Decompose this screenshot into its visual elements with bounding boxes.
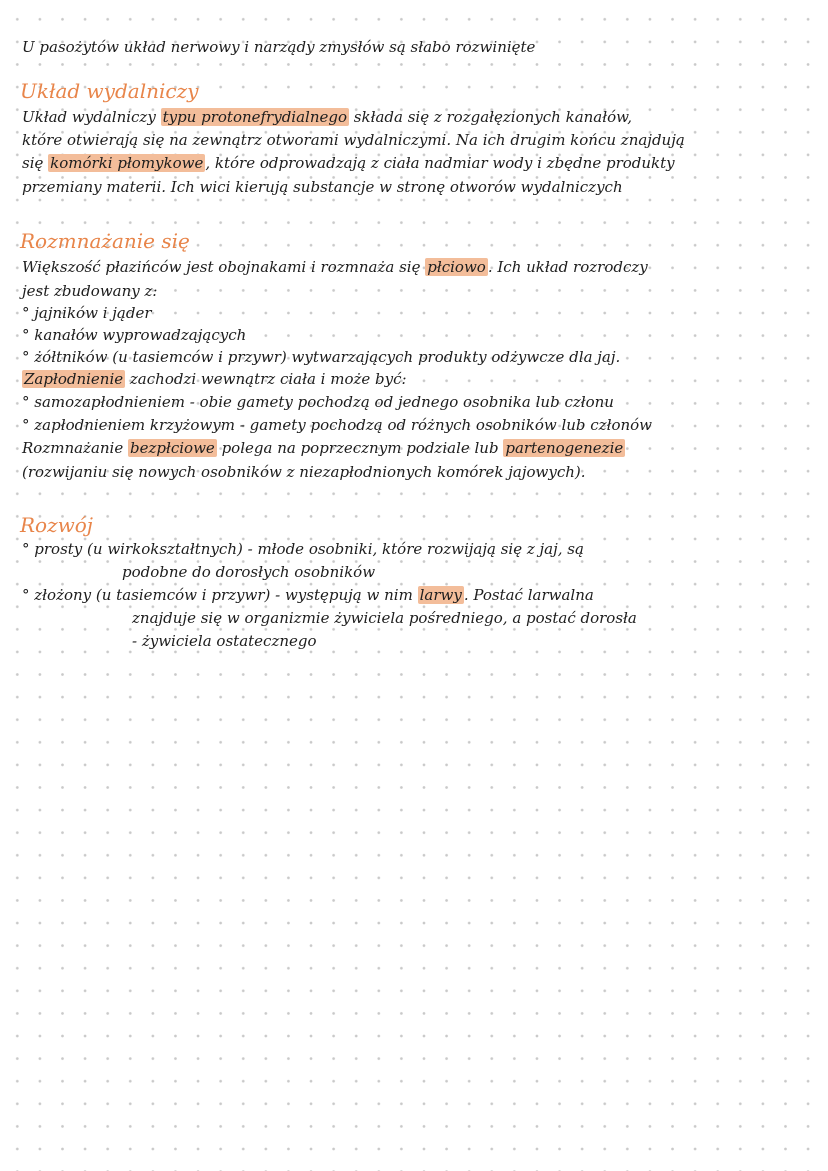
reproduction-bullet-3: ° żółtników (u tasiemców i przywr) wytwarzających produkty odżywcze dla jaj. [22, 348, 621, 366]
reproduction-bullet-4: ° samozapłodnieniem - obie gamety pochodzą od jednego osobnika lub członu [22, 393, 614, 411]
reproduction-heading: Rozmnażanie się [20, 229, 190, 253]
text-fragment: . Postać larwalna [463, 586, 594, 604]
excretory-line-4: przemiany materii. Ich wici kierują substancje w stronę otworów wydalniczych [22, 178, 623, 196]
development-bullet-2-cont-1: znajduje się w organizmie żywiciela pośredniego, a postać dorosła [132, 609, 637, 627]
text-fragment: Większość płazińców jest obojnakami i rozmnaża się [22, 258, 426, 276]
text-fragment: składa się z rozgałęzionych kanałów, [349, 108, 632, 126]
excretory-heading: Układ wydalniczy [20, 79, 199, 103]
reproduction-line-9 [22, 437, 625, 459]
text-fragment: , które odprowadzają z ciała nadmiar wody i zbędne produkty [205, 154, 675, 172]
reproduction-line-2: jest zbudowany z: [22, 282, 158, 300]
text-fragment: się [22, 154, 49, 172]
reproduction-bullet-2: ° kanałów wyprowadzających [22, 326, 247, 344]
text-fragment: polega na poprzecznym podziale lub [216, 439, 504, 457]
highlight-fertilization: Zapłodnienie [24, 370, 124, 388]
reproduction-line-10: (rozwijaniu się nowych osobników z niezapłodnionych komórek jajowych). [22, 463, 586, 481]
development-bullet-1-cont: podobne do dorosłych osobników [122, 563, 376, 581]
intro-text: U pasożytów układ nerwowy i narządy zmysłów są słabo rozwinięte [22, 38, 536, 56]
text-fragment: zachodzi wewnątrz ciała i może być: [125, 370, 407, 388]
highlight-protonephridial: typu protonefrydialnego [162, 108, 348, 126]
highlight-flame-cells: komórki płomykowe [50, 154, 204, 172]
text-fragment: Układ wydalniczy [22, 108, 161, 126]
text-fragment: ° złożony (u tasiemców i przywr) - występują w nim [22, 586, 418, 604]
highlight-sexual: płciowo [427, 258, 486, 276]
text-fragment: . Ich układ rozrodczy [487, 258, 648, 276]
excretory-line-2: które otwierają się na zewnątrz otworami wydalniczymi. Na ich drugim końcu znajdują [22, 131, 685, 149]
highlight-parthenogenesis: partenogenezie [505, 439, 624, 457]
reproduction-line-1 [22, 256, 648, 278]
reproduction-bullet-1: ° jajników i jąder [22, 304, 152, 322]
development-bullet-1: ° prosty (u wirkokształtnych) - młode osobniki, które rozwijają się z jaj, są [22, 540, 584, 558]
reproduction-line-6 [22, 368, 407, 390]
reproduction-bullet-5: ° zapłodnieniem krzyżowym - gamety pochodzą od różnych osobników lub członów [22, 416, 653, 434]
highlight-larvae: larwy [419, 586, 462, 604]
excretory-line-3 [22, 152, 675, 174]
highlight-asexual: bezpłciowe [130, 439, 215, 457]
excretory-line-1 [22, 106, 632, 128]
development-heading: Rozwój [20, 513, 93, 537]
development-bullet-2 [22, 584, 594, 606]
development-bullet-2-cont-2: - żywiciela ostatecznego [132, 632, 317, 650]
text-fragment: Rozmnażanie [22, 439, 129, 457]
